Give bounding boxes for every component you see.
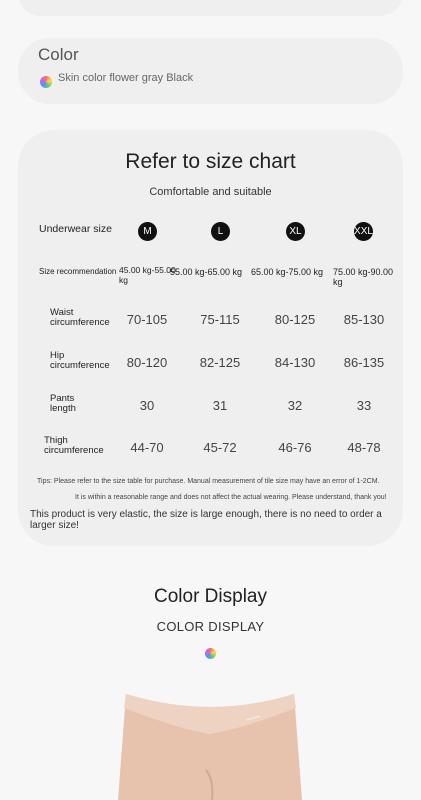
elastic-note: This product is very elastic, the size is large enough, there is no need to order a larger size!: [30, 509, 382, 531]
recommendation-xxl: 75.00 kg-90.00 kg: [333, 267, 394, 287]
size-chart-title: Refer to size chart: [125, 150, 296, 173]
size-badge-l: L: [211, 222, 230, 241]
tips-line-1: Tips: Please refer to the size table for purchase. Manual measurement of tile size may have an error of 1-2CM.: [37, 478, 380, 485]
waist-xl: 80-125: [274, 312, 316, 327]
hip-xxl: 86-135: [343, 355, 385, 370]
waist-xxl: 85-130: [343, 312, 385, 327]
color-options[interactable]: Skin color flower gray Black: [58, 72, 194, 84]
thigh-xl: 46-76: [278, 440, 312, 455]
pants-length-xl: 32: [287, 398, 303, 413]
tips-line-2: It is within a reasonable range and does not affect the actual wearing. Please understand, thank you!: [75, 494, 387, 501]
pants-length-xxl: 33: [356, 398, 372, 413]
waist-l: 75-115: [200, 312, 240, 327]
thigh-xxl: 48-78: [347, 440, 381, 455]
recommendation-xl: 65.00 kg-75.00 kg: [251, 267, 324, 277]
previous-card: [18, 0, 403, 16]
thigh-m: 44-70: [130, 440, 164, 455]
hip-xl: 84-130: [274, 355, 316, 370]
size-chart-subtitle: Comfortable and suitable: [149, 186, 272, 198]
pants-length-m: 30: [139, 398, 155, 413]
row-label-pants-length: Pants length: [50, 393, 76, 414]
row-label-hip: Hip circumference: [50, 350, 110, 371]
color-wheel-icon: [205, 648, 216, 659]
recommendation-l: 55.00 kg-65.00 kg: [170, 267, 243, 277]
size-recommendation-label: Size recommendation: [39, 267, 117, 276]
size-badge-xxl: XXL: [354, 222, 373, 241]
color-wheel-icon: [40, 76, 52, 88]
pants-length-l: 31: [212, 398, 228, 413]
recommendation-m: 45.00 kg-55.00 kg: [119, 265, 176, 285]
color-display-subtitle: COLOR DISPLAY: [156, 619, 265, 634]
waist-m: 70-105: [126, 312, 168, 327]
thigh-l: 45-72: [203, 440, 237, 455]
size-chart-card: [18, 130, 403, 546]
size-badge-xl: XL: [286, 222, 305, 241]
hip-m: 80-120: [126, 355, 168, 370]
row-label-thigh: Thigh circumference: [44, 435, 104, 456]
color-card: [18, 38, 403, 104]
color-display-title: Color Display: [154, 586, 267, 607]
hip-l: 82-125: [199, 355, 241, 370]
color-title: Color: [38, 45, 79, 64]
row-label-waist: Waist circumference: [50, 307, 110, 328]
underwear-size-label: Underwear size: [39, 223, 112, 235]
product-image: [118, 690, 302, 800]
size-badge-m: M: [138, 222, 157, 241]
